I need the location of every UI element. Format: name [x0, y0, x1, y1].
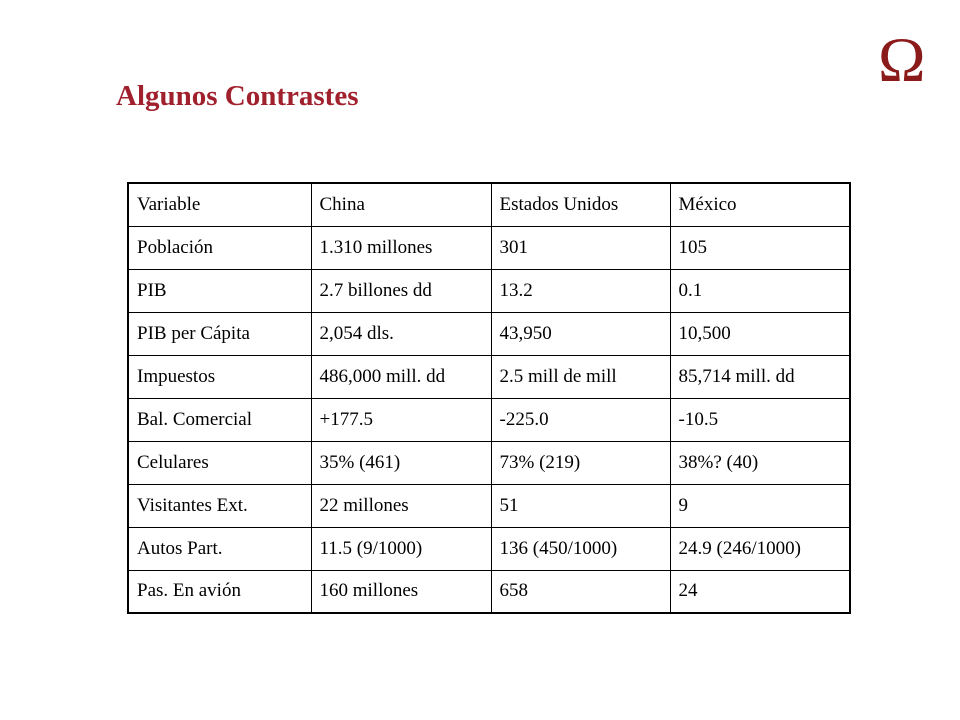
table-cell: 136 (450/1000) [491, 527, 670, 570]
table-row [128, 398, 850, 441]
table-row [128, 441, 850, 484]
table-row [128, 570, 850, 613]
table-cell: Autos Part. [128, 527, 311, 570]
table-cell: Pas. En avión [128, 570, 311, 613]
table-cell: 658 [491, 570, 670, 613]
table-cell: 0.1 [670, 269, 850, 312]
comparison-table [127, 182, 851, 614]
header-cell-variable: Variable [128, 183, 311, 226]
table-cell: PIB [128, 269, 311, 312]
table-cell: 24.9 (246/1000) [670, 527, 850, 570]
table-cell: 2.7 billones dd [311, 269, 491, 312]
table-cell: 486,000 mill. dd [311, 355, 491, 398]
table-cell: -225.0 [491, 398, 670, 441]
table-cell: 85,714 mill. dd [670, 355, 850, 398]
table-cell: 43,950 [491, 312, 670, 355]
table-cell: 13.2 [491, 269, 670, 312]
table-cell: Bal. Comercial [128, 398, 311, 441]
table-cell: 9 [670, 484, 850, 527]
header-cell-mexico: México [670, 183, 850, 226]
table-cell: 38%? (40) [670, 441, 850, 484]
header-cell-china: China [311, 183, 491, 226]
table-row [128, 226, 850, 269]
slide-title: Algunos Contrastes [116, 80, 359, 112]
table-cell: 24 [670, 570, 850, 613]
table-cell: 2.5 mill de mill [491, 355, 670, 398]
table-cell: Población [128, 226, 311, 269]
table-cell: 11.5 (9/1000) [311, 527, 491, 570]
table-cell: 1.310 millones [311, 226, 491, 269]
table-row [128, 527, 850, 570]
table-cell: 10,500 [670, 312, 850, 355]
table-cell: +177.5 [311, 398, 491, 441]
table-cell: 105 [670, 226, 850, 269]
table-cell: 160 millones [311, 570, 491, 613]
table-cell: 22 millones [311, 484, 491, 527]
table-cell: PIB per Cápita [128, 312, 311, 355]
table-cell: 35% (461) [311, 441, 491, 484]
table-row [128, 312, 850, 355]
header-cell-estados-unidos: Estados Unidos [491, 183, 670, 226]
table-cell: 301 [491, 226, 670, 269]
table-cell: 73% (219) [491, 441, 670, 484]
table-cell: 51 [491, 484, 670, 527]
table-cell: Visitantes Ext. [128, 484, 311, 527]
table-cell: 2,054 dls. [311, 312, 491, 355]
table-cell: Impuestos [128, 355, 311, 398]
table-row [128, 355, 850, 398]
table-row [128, 269, 850, 312]
omega-logo-icon: Ω [878, 24, 926, 95]
table-header-row [128, 183, 850, 226]
table-cell: -10.5 [670, 398, 850, 441]
table-row [128, 484, 850, 527]
table-cell: Celulares [128, 441, 311, 484]
